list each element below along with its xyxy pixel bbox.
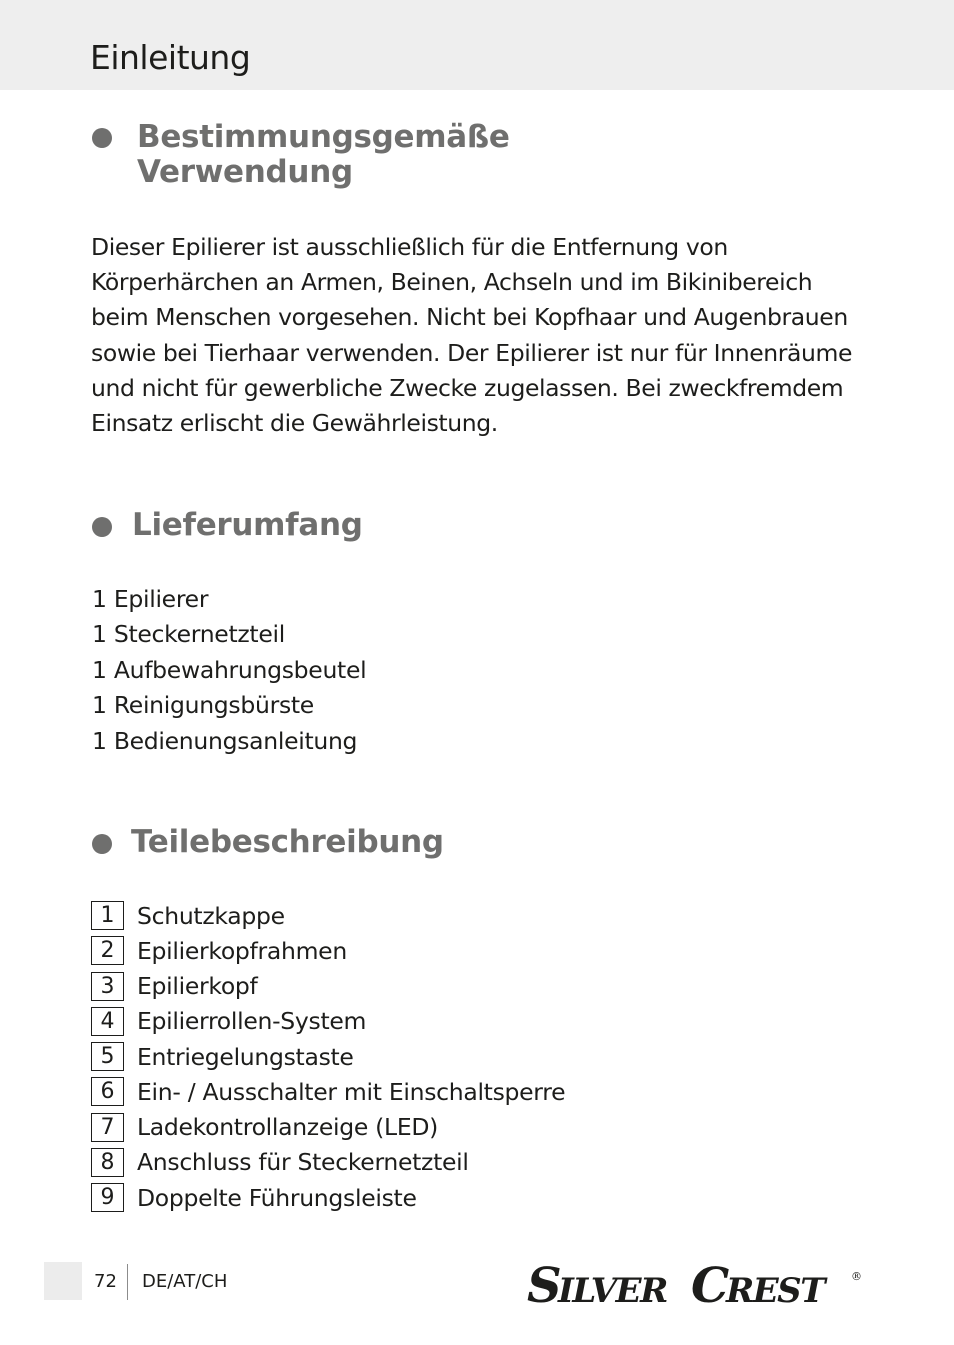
part-number-box: 1	[91, 901, 124, 930]
scope-of-delivery-list	[92, 582, 366, 759]
part-label: Anschluss für Steckernetzteil	[137, 1148, 469, 1177]
part-label: Entriegelungstaste	[137, 1042, 354, 1071]
bullet-icon	[92, 128, 112, 148]
part-label: Epilierkopf	[137, 972, 258, 1001]
heading-parts-description: Teilebeschreibung	[131, 824, 444, 860]
parts-list	[91, 898, 565, 1215]
list-item: 1 Epilierer	[92, 585, 209, 613]
part-label: Epilierrollen-System	[137, 1007, 367, 1036]
part-item	[91, 969, 565, 1004]
section-heading-scope	[92, 508, 363, 543]
list-item: 1 Aufbewahrungsbeutel	[92, 655, 367, 684]
intended-use-paragraph: Dieser Epilierer ist ausschließlich für die Entfernung von Körperhärchen an Armen, Beinen, Achseln und im Bikinibereich beim Menschen vorgesehen. Nicht bei Kopfhaar und Augenbrauen sowie bei Tierhaar verwenden. Der Epilierer ist nur für Innenräume und nicht für gewerbliche Zwecke zugelassen. Bei zweckfremdem Einsatz erlischt die Gewährleistung.	[91, 233, 853, 438]
list-item: 1 Steckernetzteil	[92, 620, 285, 649]
page-title: Einleitung	[90, 38, 251, 77]
part-item	[91, 933, 565, 968]
section-heading-parts	[92, 825, 444, 860]
silvercrest-logo	[527, 1262, 863, 1310]
part-item	[91, 1110, 565, 1145]
part-item	[91, 1074, 565, 1109]
part-number-box: 3	[91, 972, 124, 1001]
footer-divider	[127, 1264, 128, 1300]
bullet-icon	[92, 517, 112, 537]
part-label: Ein- / Ausschalter mit Einschaltsperre	[137, 1077, 566, 1106]
svg-text:S: S	[527, 1262, 560, 1310]
part-number-box: 7	[91, 1113, 124, 1142]
part-item	[91, 1004, 565, 1039]
part-label: Epilierkopfrahmen	[137, 936, 347, 965]
heading-intended-use	[137, 120, 557, 190]
part-item	[91, 1145, 565, 1180]
section-heading-intended-use	[92, 120, 557, 190]
heading-scope-of-delivery: Lieferumfang	[132, 507, 363, 543]
part-item	[91, 1039, 565, 1074]
svg-text:C: C	[691, 1262, 728, 1310]
part-label: Schutzkappe	[137, 901, 285, 930]
svg-text:REST: REST	[726, 1271, 825, 1310]
part-label: Ladekontrollanzeige (LED)	[137, 1113, 439, 1142]
part-number-box: 2	[91, 936, 124, 965]
heading-line-1: Bestimmungsgemäße	[137, 119, 510, 155]
part-item	[91, 898, 565, 933]
svg-text:®: ®	[851, 1270, 862, 1283]
region-label: DE/AT/CH	[142, 1271, 228, 1292]
bullet-icon	[92, 834, 112, 854]
footer-marker	[44, 1262, 82, 1300]
part-number-box: 9	[91, 1183, 124, 1212]
list-item: 1 Reinigungsbürste	[92, 691, 314, 720]
part-item	[91, 1180, 565, 1215]
page-number: 72	[94, 1271, 117, 1292]
part-number-box: 4	[91, 1007, 124, 1036]
heading-line-2: Verwendung	[137, 154, 353, 190]
part-number-box: 8	[91, 1148, 124, 1177]
part-number-box: 5	[91, 1042, 124, 1071]
part-label: Doppelte Führungsleiste	[137, 1183, 417, 1212]
list-item: 1 Bedienungsanleitung	[92, 726, 358, 755]
svg-text:ILVER: ILVER	[558, 1271, 667, 1310]
part-number-box: 6	[91, 1077, 124, 1106]
